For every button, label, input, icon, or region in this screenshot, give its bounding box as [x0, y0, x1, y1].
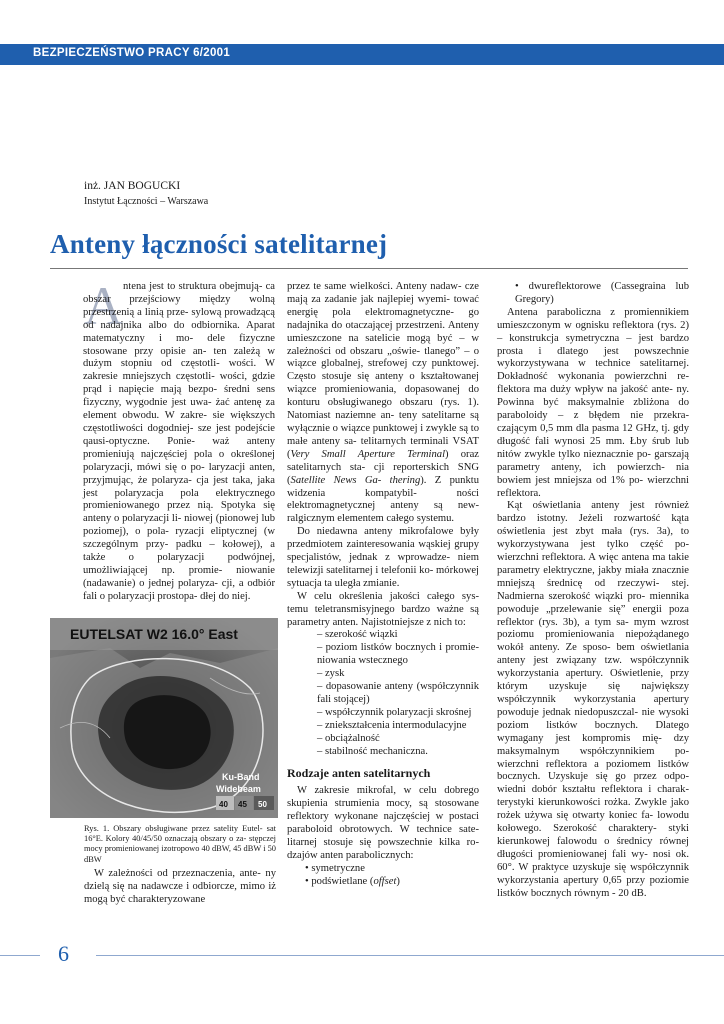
- article-title: Anteny łączności satelitarnej: [50, 229, 388, 259]
- list-item: – zysk: [317, 668, 345, 680]
- paragraph-history: Do niedawna anteny mikrofalowe były przedmiotem zainteresowania wąskiej grupy specjalistów, jednak z wprowadze- niem telewizji satelitarnej i telefonii ko- mórkowej sytuacja ta uległa zmianie.: [287, 526, 479, 589]
- list-item: – zniekształcenia intermodulacyjne: [317, 719, 467, 731]
- drop-cap: A: [84, 276, 123, 336]
- figure-band-label: Ku-Band: [222, 772, 260, 782]
- list-item: – współczynnik polaryzacji skrośnej: [317, 706, 472, 718]
- list-item: – stabilność mechaniczna.: [317, 745, 428, 757]
- list-item: – dopasowanie anteny (współczynnik fali stojącej): [317, 681, 479, 705]
- antenna-type-list-cont: [497, 281, 689, 307]
- author-name: inż. JAN BOGUCKI: [84, 180, 181, 192]
- journal-header: BEZPIECZEŃSTWO PRACY 6/2001: [33, 47, 231, 59]
- paragraph-parabolic: Antena paraboliczna z promiennikiem umieszczonym w ognisku reflektora (rys. 2) – konstrukcja symetryczna – jest bardzo prosta i dlatego jest powszechnie wykorzystywana w technice satelitarnej. Dokładność wykonania powierzchni re- flektora ma duży wpływ na jakość ante- ny. Powinna być maksymalnie zbliżona do paraboloidy – z błędem nie przekra- czającym 0,5 mm dla pasma 12 GHz, tj. gdy długość fali wynosi 25 mm. Łby śrub lub nitów zwykle tylko nieznacznie po- garszają parametry anteny, ich powierzch- nia bowiem jest mniejsza od 1% po- wierzchni reflektora.: [497, 306, 689, 499]
- paragraph-parameters: W celu określenia jakości całego sys- temu teletransmisyjnego bardzo ważne są parametry anten. Najistotniejsze z nich to:: [287, 590, 479, 628]
- paragraph-intro: ntena jest to struktura obejmują- ca obszar przejściowy między wolną przestrzenią a linią prze- sylową prowadzącą od nadajnika albo do odbiornika. Aparat matematyczny i mo- dele fizyczne stosowane przy opisie an- ten zależą w dużym stopniu od częstotli- wości. W zakresie mniejszych częstotli- wości, gdzie prąd i napięcie mają bezpo- średni sens fizyczny, wygodnie jest uwa- żać antenę za element obwodu. W zakre- sie większych częstotliwości dogodniej- sze jest podejście qausi-optyczne. Ponie- waż anteny promieniują najczęściej pola o określonej polaryzacji, mówi się o po- laryzacji anten, przyjmując, że polaryza- cja jest taka, jaka jest polaryzacja pola elektrycznego promieniowanego przez nią. Spotyka się anteny o polaryzacji li- niowej (pionowej lub poziomej), o pola- ryzacji eliptycznej (w szczególnym przy- padku – kołowej), a także o polaryzacji podwójnej, umożliwiającej np. promie- niowanie (nadawanie) o jednej polaryza- cji, a odbiór fali o polaryzacji prostopa- dłej do niej.: [83, 281, 275, 602]
- list-item: – obciążalność: [317, 732, 380, 744]
- legend-label-40: 40: [219, 800, 228, 809]
- column-1-continuation: [84, 868, 276, 907]
- paragraph-antenna-role: przez te same wielkości. Anteny nadaw- cze mają za zadanie jak najlepiej wyemi- tować energię pola elektromagnetyczne- go nadajnika do otaczającej przestrzeni. Anteny umieszczone na satelicie mogą być – w zależności od obszaru „oświe- tlanego” – o wiązce globalnej, strefowej czy punktowej. Często stosuje się anteny o kształtowanej wiązce promieniowania, dopasowanej do konturu obsługiwanego obszaru (rys. 1). Natomiast naziemne an- teny satelitarne są wyłącznie o wiązce punktowej i zwykle są to małe anteny sa- telitarnych terminali VSAT (Very Small Aperture Terminal) oraz satelitarnych sta- cji reporterskich SNG (Satellite News Ga- thering). Z punktu widzenia kompatybil- ności elektromagnetycznej anteny są new- ralgicznym elementem całego systemu.: [287, 281, 479, 525]
- figure-caption: Rys. 1. Obszary obsługiwane przez satelity Eutel- sat 16°E. Kolory 40/45/50 oznaczają obszary o za- stępczej mocy promieniowanej izotropowo 40 dBW, 45 dBW i 50 dBW: [84, 824, 276, 864]
- section-heading: Rodzaje anten satelitarnych: [287, 765, 431, 780]
- page-number: 6: [58, 941, 69, 966]
- parameter-list: [287, 629, 479, 758]
- list-item: • dwureflektorowe (Cassegraina lub Gregory): [515, 281, 689, 305]
- paragraph-illumination: Kąt oświetlania anteny jest również bardzo istotny. Jeżeli rozwartość kąta oświetlenia jest zbyt mała (rys. 3a), to wykorzystywana jest tylko część po- wierzchni reflektora. A więc antena ma takie parametry elektryczne, jakby miała znacznie mniejszą średnicę od rzeczywi- stej. Nadmierna szerokość wiązki pro- miennika powoduje „przelewanie się” energii poza reflektor (rys. 3b), a tym sa- mym wzrost poziomu promieniowania niepożądanego wokół anteny. Ze sposo- bem oświetlania anteny jest związany tzw. współczynnik wykorzystania apertury. Oświetlenie, przy którym uzyskuje się największy współczynnik wykorzystania apertury powoduje jednak niedopuszczal- nie wysoki poziom listków bocznych. Dlatego wymagany jest kompromis mię- dzy maksymalnym współczynnikiem po- wierzchni reflektora a poziomem listków bocznych. Uzyskuje się go przez odpo- wiedni dobór kształtu reflektora i charak- terystyki kierunkowości rożka. Zwykle jako rożek używa się otwarty koniec fa- lowodu kołowego. Szerokość charaktery- styki kierunkowej falowodu o średnicy równej długości promieniowanej fali wy- nosi ok. 60°. W praktyce uzyskuje się współczynnik wykorzystania apertury 0,65 przy poziomie listków bocznych równym - 20 dB.: [497, 500, 689, 899]
- figure-beam-label: Widebeam: [216, 784, 261, 794]
- footer-rule: [96, 955, 724, 956]
- list-item: – szerokość wiązki: [317, 629, 398, 641]
- legend-label-45: 45: [238, 800, 247, 809]
- column-1-text: [83, 276, 275, 604]
- figure-title-label: EUTELSAT W2 16.0° East: [70, 626, 238, 642]
- column-3-text: [497, 281, 689, 901]
- paragraph-reflectors: W zakresie mikrofal, w celu dobrego skupienia strumienia mocy, są stosowane reflektory wykonane najczęściej w postaci paraboloid obrotowych. W technice sate- litarnej stosuje się powszechnie kilka ro- dzajów anten parabolicznych:: [287, 785, 479, 861]
- author-affiliation: Instytut Łączności – Warszawa: [84, 196, 209, 207]
- journal-header-bar: [0, 44, 724, 65]
- coverage-map-image: [50, 618, 278, 818]
- coverage-map-figure: [50, 618, 278, 818]
- list-item: • podświetlane (offset): [305, 875, 400, 887]
- legend-label-50: 50: [258, 800, 267, 809]
- list-item: – poziom listków bocznych i promie- niowania wstecznego: [317, 642, 479, 667]
- footer-rule-left: [0, 955, 40, 956]
- title-divider: [50, 268, 688, 269]
- antenna-type-list: [287, 863, 479, 889]
- list-item: • symetryczne: [305, 862, 365, 874]
- column-2-text: [287, 281, 479, 889]
- paragraph-antenna-types: W zależności od przeznaczenia, ante- ny dzielą się na nadawcze i odbiorcze, mimo iż mogą być charakteryzowane: [84, 868, 276, 905]
